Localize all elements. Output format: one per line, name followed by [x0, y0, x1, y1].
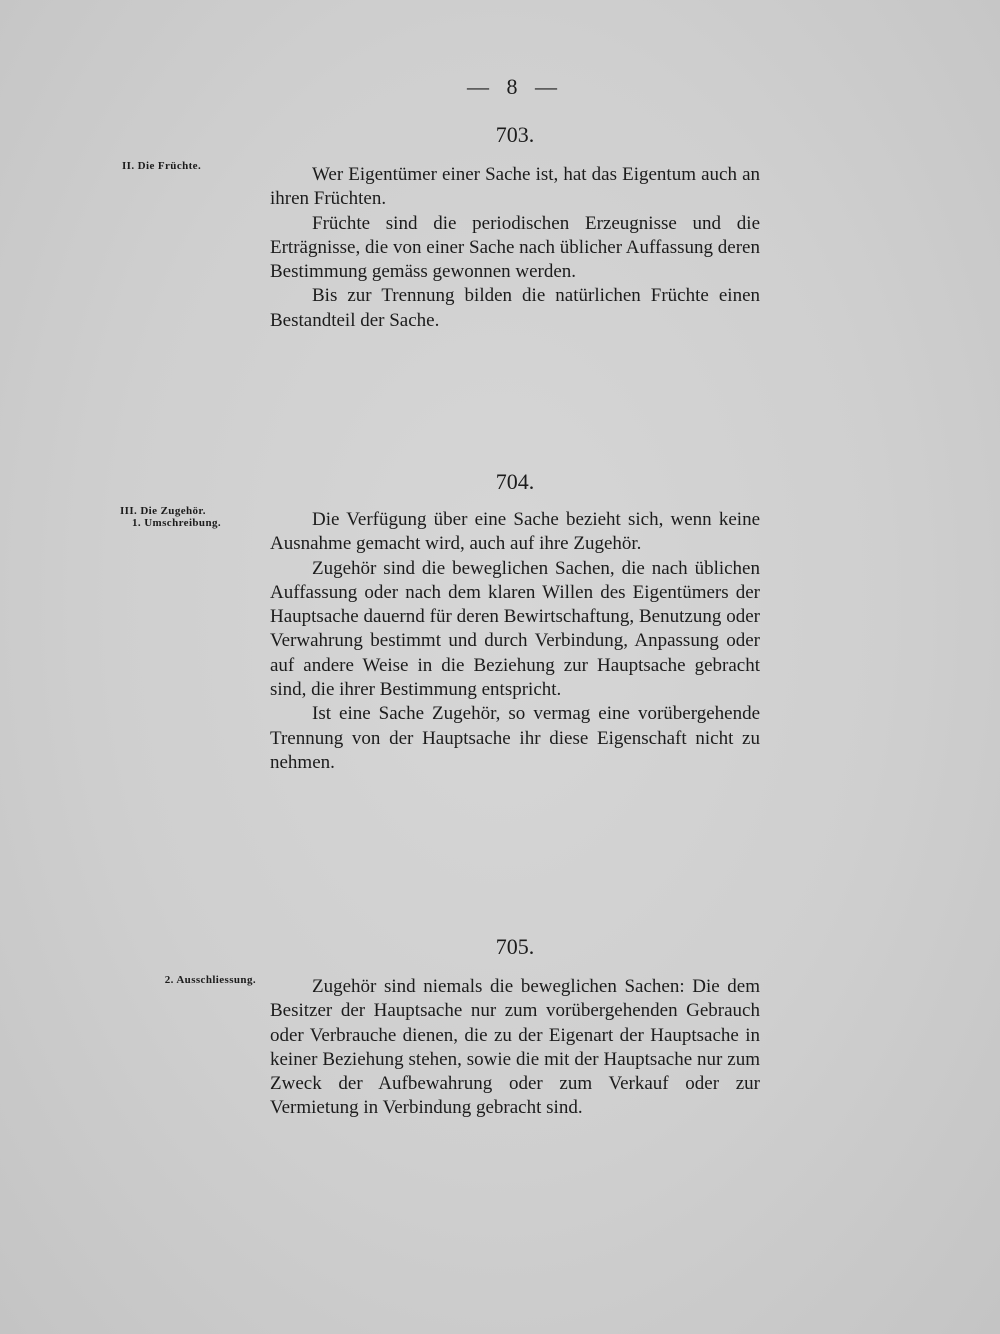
article-body — [270, 975, 760, 1121]
margin-note-line: III. Die Zugehör. — [120, 505, 206, 517]
paragraph: Früchte sind die periodischen Erzeugnisse und die Erträgnisse, die von einer Sache nach üblicher Auffassung deren Bestimmung gemäss gewonnen werden. — [270, 212, 760, 283]
margin-note — [120, 505, 270, 529]
margin-note-line: 1. Umschreibung. — [132, 517, 222, 529]
paragraph: Zugehör sind niemals die beweglichen Sachen: Die dem Besitzer der Hauptsache nur zum vorübergehenden Gebrauch oder Verbrauche dienen, die zu der Eigenart der Hauptsache in keiner Beziehung stehen, sowie die mit der Hauptsache nur zum Zweck der Aufbewahrung oder zum Verkauf oder zur Vermietung in Verbindung gebracht sind. — [270, 976, 760, 1119]
article-number: 703. — [495, 122, 535, 147]
article-body — [270, 508, 760, 775]
paragraph: Zugehör sind die beweglichen Sachen, die nach üblichen Auffassung oder nach dem klaren Willen des Eigentümers der Hauptsache dauernd für deren Bewirtschaftung, Benutzung oder Verwahrung bestimmt und durch Verbindung, Anpassung oder auf andere Weise in die Beziehung zur Hauptsache gebracht sind, die ihrer Bestimmung entspricht. — [270, 557, 760, 701]
paragraph: Die Verfügung über eine Sache bezieht sich, wenn keine Ausnahme gemacht wird, auch auf ihre Zugehör. — [270, 509, 760, 555]
margin-note-line: II. Die Früchte. — [122, 160, 202, 172]
article-body — [270, 163, 760, 333]
article-number: 704. — [495, 469, 535, 494]
article-number: 705. — [495, 934, 535, 959]
paragraph: Wer Eigentümer einer Sache ist, hat das Eigentum auch an ihren Früchten. — [270, 164, 760, 210]
margin-note — [122, 160, 272, 172]
paragraph: Ist eine Sache Zugehör, so vermag eine vorübergehende Trennung von der Hauptsache ihr diese Eigenschaft nicht zu nehmen. — [270, 703, 760, 773]
margin-note — [100, 974, 256, 986]
margin-note-line: 2. Ausschliessung. — [164, 974, 256, 986]
page-number: — 8 — — [467, 74, 563, 99]
paragraph: Bis zur Trennung bilden die natürlichen Früchte einen Bestandteil der Sache. — [270, 285, 760, 331]
